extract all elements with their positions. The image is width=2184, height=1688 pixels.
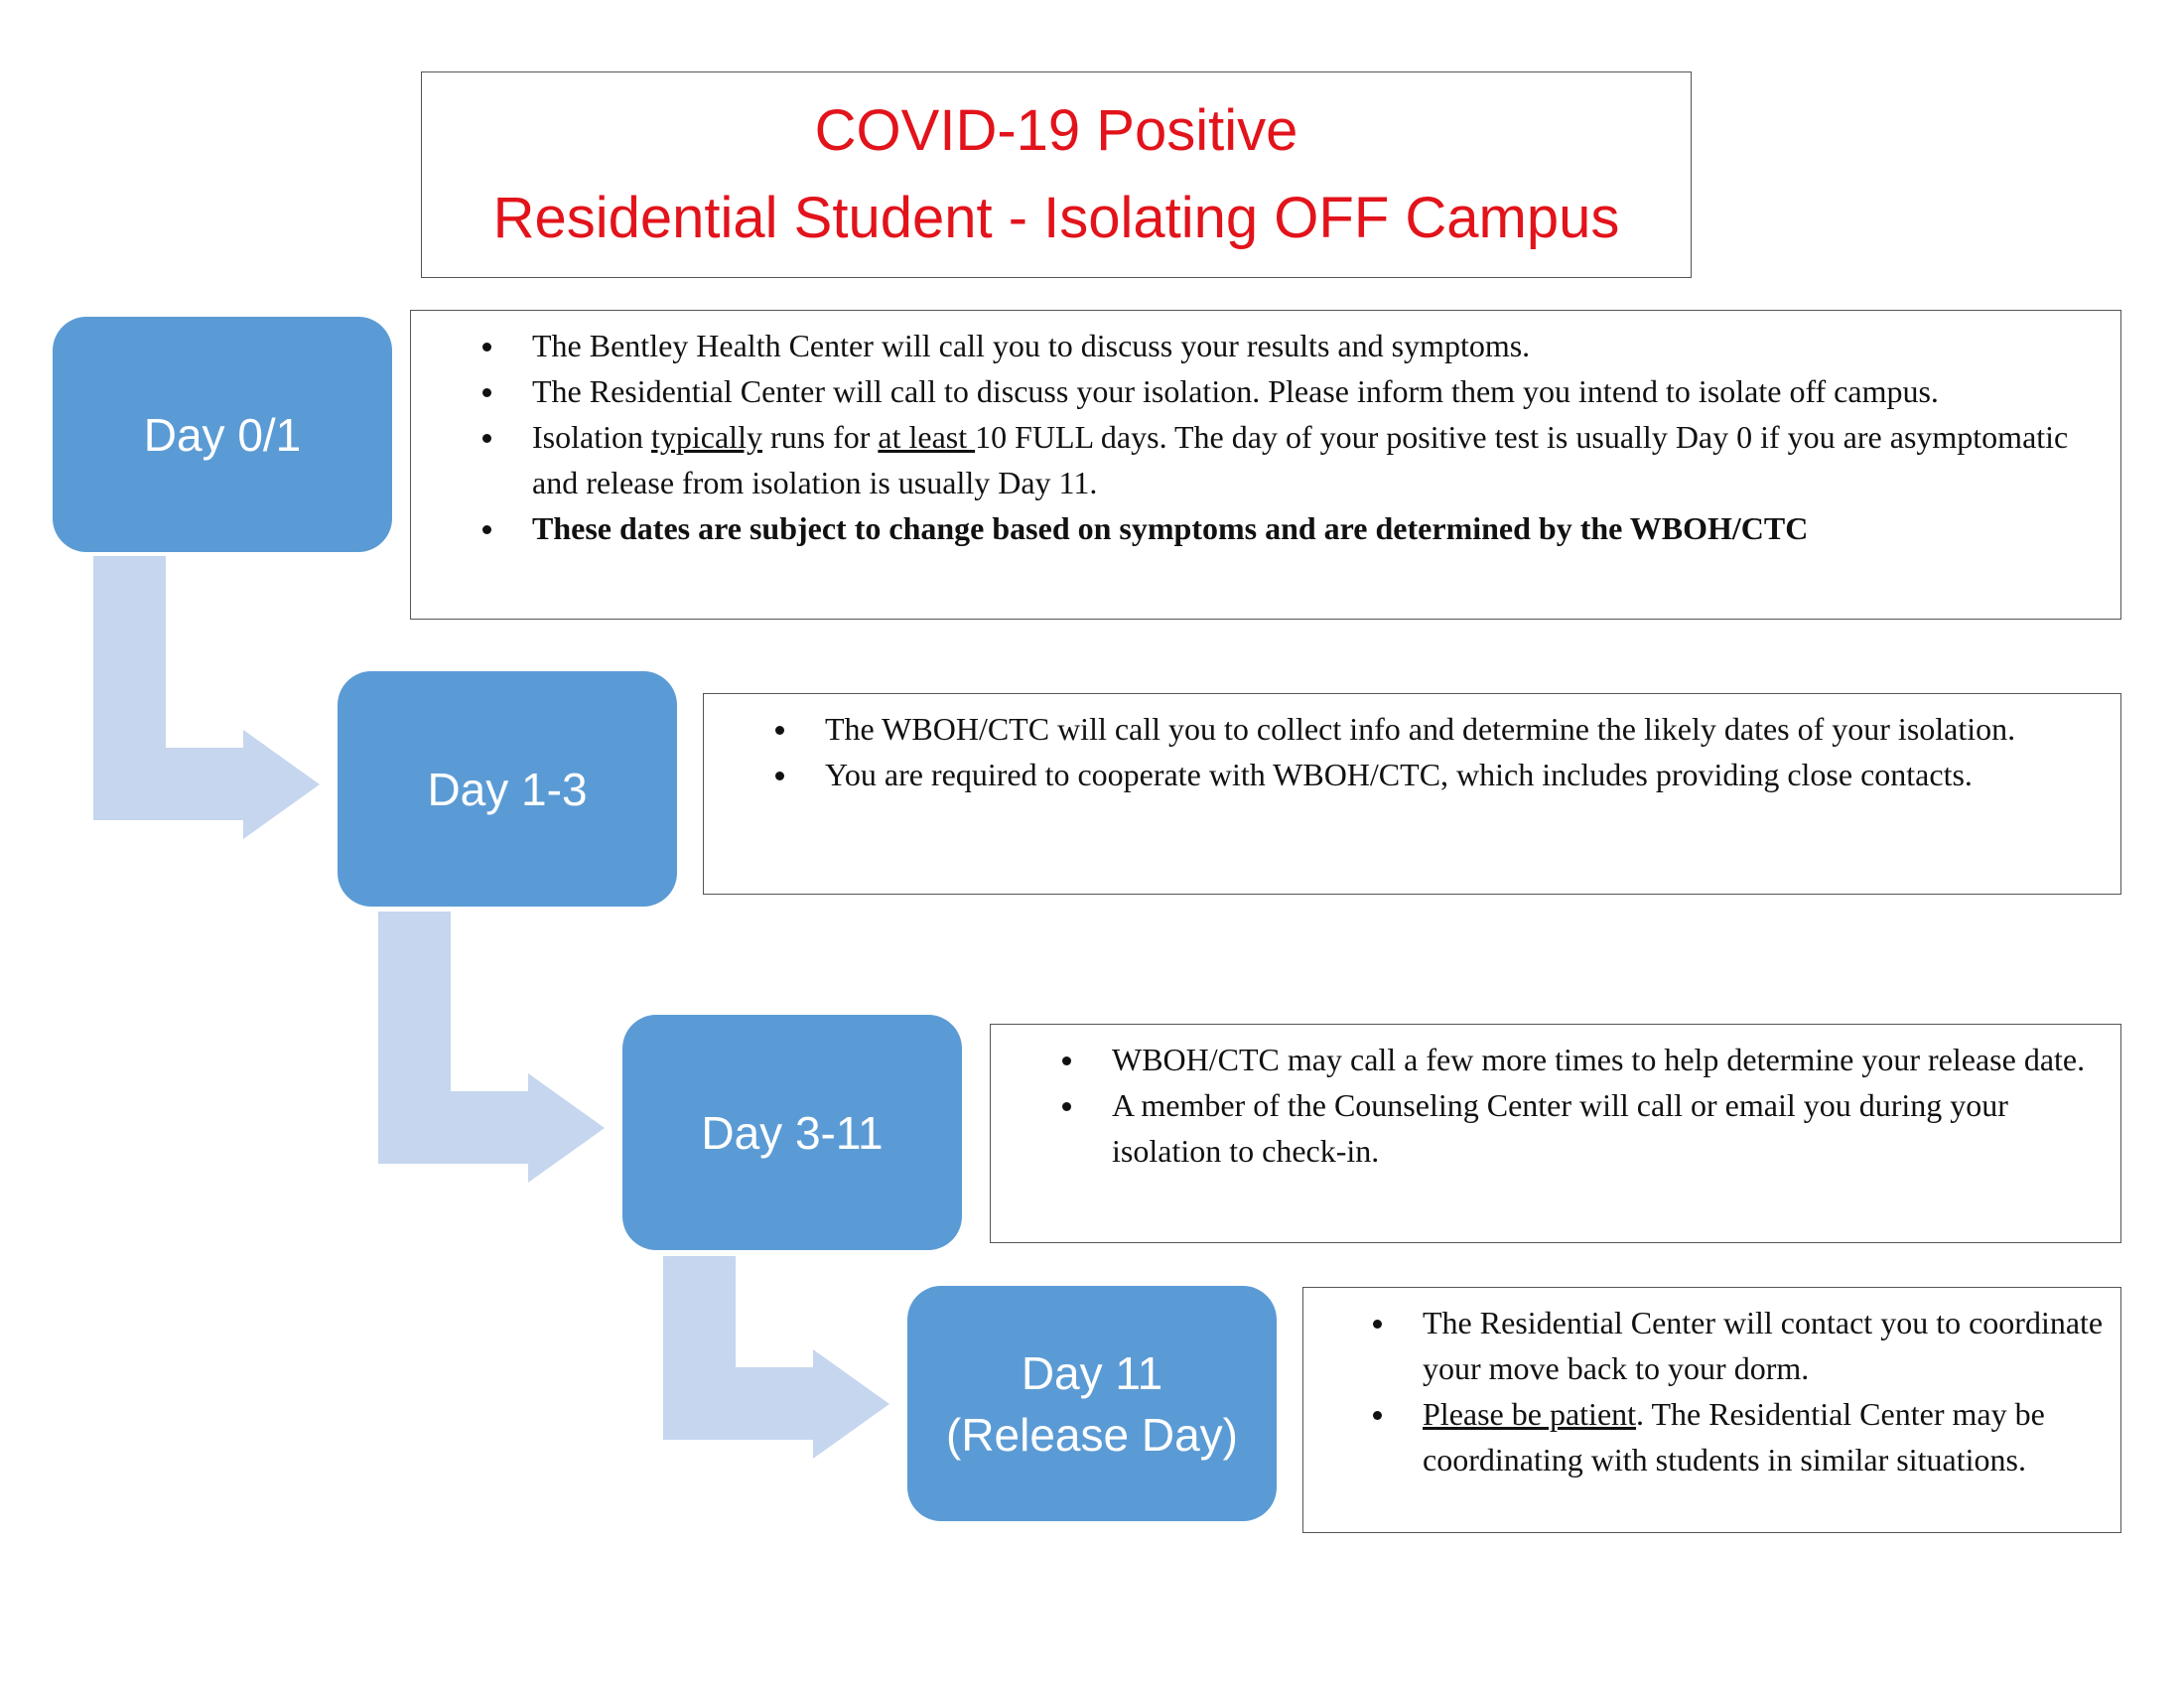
day-label: Day 3-11: [701, 1106, 884, 1159]
day-box-day-11-release: [907, 1286, 1277, 1521]
arrow-step-2-to-3: [378, 912, 605, 1183]
text-run: runs for: [761, 419, 879, 455]
list-item: You are required to cooperate with WBOH/CTC, which includes providing close contacts.: [825, 752, 2096, 797]
list-item: [532, 414, 2101, 505]
bullet-list: [532, 323, 2101, 551]
arrow-step-1-to-2: [93, 556, 320, 839]
day-label: Day 0/1: [143, 408, 302, 461]
text-run: Isolation: [532, 419, 651, 455]
text-run: 10 FULL days. The day of your positive test is usually Day 0 if you are asymptomatic and release from isolation is usually Day 11.: [532, 419, 2069, 500]
underlined-text: Please be patient: [1423, 1396, 1637, 1432]
info-box-day-3-11: [990, 1024, 2121, 1243]
day-box-1-3: [338, 671, 677, 907]
info-box-day-1-3: [703, 693, 2121, 895]
arrow-step-3-to-4: [663, 1256, 889, 1459]
day-label-line-2: (Release Day): [946, 1408, 1238, 1461]
underlined-text: typically: [650, 419, 762, 455]
title-line-1: COVID-19 Positive: [814, 98, 1298, 163]
list-item: WBOH/CTC may call a few more times to help determine your release date.: [1112, 1037, 2105, 1082]
day-label: Day 1-3: [427, 763, 588, 815]
list-item: The Residential Center will call to discuss your isolation. Please inform them you intend to isolate off campus.: [532, 368, 2101, 414]
day-label-line-1: Day 11: [1021, 1346, 1163, 1399]
info-box-day-0-1: [410, 310, 2121, 620]
list-item: [1423, 1391, 2108, 1482]
list-item: A member of the Counseling Center will call or email you during your isolation to check-in.: [1112, 1082, 2105, 1174]
list-item: The Bentley Health Center will call you to discuss your results and symptoms.: [532, 323, 2101, 368]
list-item: The Residential Center will contact you to coordinate your move back to your dorm.: [1423, 1300, 2108, 1391]
info-box-day-11-release: [1302, 1287, 2121, 1533]
day-box-0-1: [53, 317, 392, 552]
underlined-text: at least: [878, 419, 976, 455]
text-run: . The Residential Center may be coordinating with students in similar situations.: [1423, 1396, 2045, 1477]
bullet-list: [1112, 1037, 2105, 1174]
title-line-2: Residential Student - Isolating OFF Campus: [492, 186, 1620, 250]
list-item: The WBOH/CTC will call you to collect info and determine the likely dates of your isolation.: [825, 706, 2096, 752]
day-box-3-11: [622, 1015, 962, 1250]
bullet-list: [825, 706, 2096, 797]
list-item: These dates are subject to change based on symptoms and are determined by the WBOH/CTC: [532, 505, 2101, 551]
bullet-list: [1423, 1300, 2108, 1482]
